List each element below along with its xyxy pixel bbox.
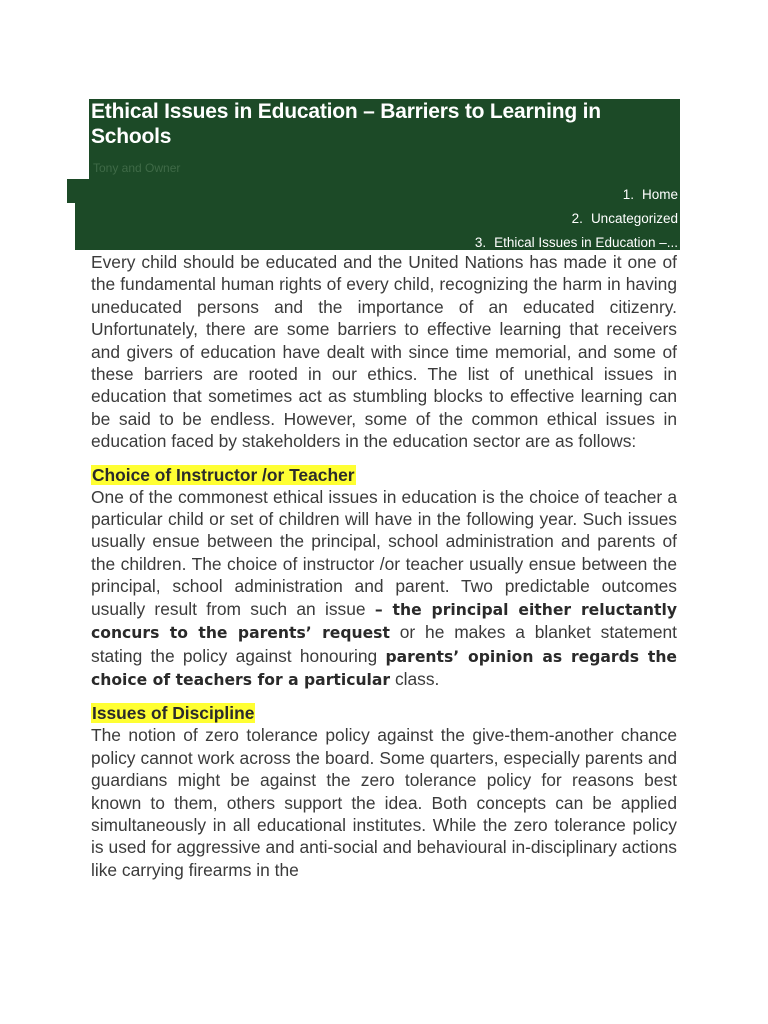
highlighted-heading-text: Issues of Discipline [92,703,255,724]
breadcrumb-current-label: Ethical Issues in Education –... [494,235,678,250]
bold-text: parents’ opinion as regards the choice of teachers for a particular [91,647,677,689]
breadcrumb-number: 1. [622,187,634,202]
article-body [91,251,677,881]
author-byline: Tony and Owner [93,161,181,175]
intro-paragraph: Every child should be educated and the United Nations has made it one of the fundamental human rights of every child, recognizing the harm in having uneducated persons and the importance of an educated citizenry. Unfortunately, there are some barriers to effective learning that receivers and givers of education have dealt with since time memorial, and some of these barriers are rooted in our ethics. The list of unethical issues in education that sometimes act as stumbling blocks to effective learning can be said to be endless. However, some of the common ethical issues in education faced by stakeholders in the education sector are as follows: [91,252,677,452]
section-heading-discipline [91,702,677,724]
breadcrumb-item-home[interactable] [475,183,678,207]
section-heading-instructor [91,464,677,486]
breadcrumb-number: 3. [474,235,487,250]
highlighted-heading-text: Choice of Instructor /or Teacher [92,464,355,485]
paragraph-text: or he makes a blanket statement stating the policy against honouring [91,622,677,666]
paragraph-text: class. [390,668,440,689]
paragraph-text: One of the commonest ethical issues in education is the choice of teacher a particular child or set of children will have in the following year. Such issues usually ensue between the principal, school administration and parents of the children. The choice of instructor /or teacher usually ensue between the principal, school administration and parent. Two predictable outcomes usually result from such an issue [91,486,677,619]
breadcrumb [475,183,678,255]
bold-text: – the principal either reluctantly concurs to the parents’ request [91,600,677,643]
instructor-paragraph [91,486,677,692]
breadcrumb-number: 2. [571,211,583,226]
page-title: Ethical Issues in Education – Barriers to Learning in Schools [91,100,601,148]
breadcrumb-link-home[interactable]: Home [641,187,678,202]
discipline-paragraph: The notion of zero tolerance policy against the give-them-another chance policy cannot work across the board. Some quarters, especially parents and guardians might be against the zero tolerance policy for reasons best known to them, others support the idea. Both concepts can be applied simultaneously in all educational institutes. While the zero tolerance policy is used for aggressive and anti-social and behavioural in-disciplinary actions like carrying firearms in the [91,725,677,880]
breadcrumb-link-uncategorized[interactable]: Uncategorized [590,211,678,226]
breadcrumb-item-uncategorized[interactable] [475,207,678,231]
